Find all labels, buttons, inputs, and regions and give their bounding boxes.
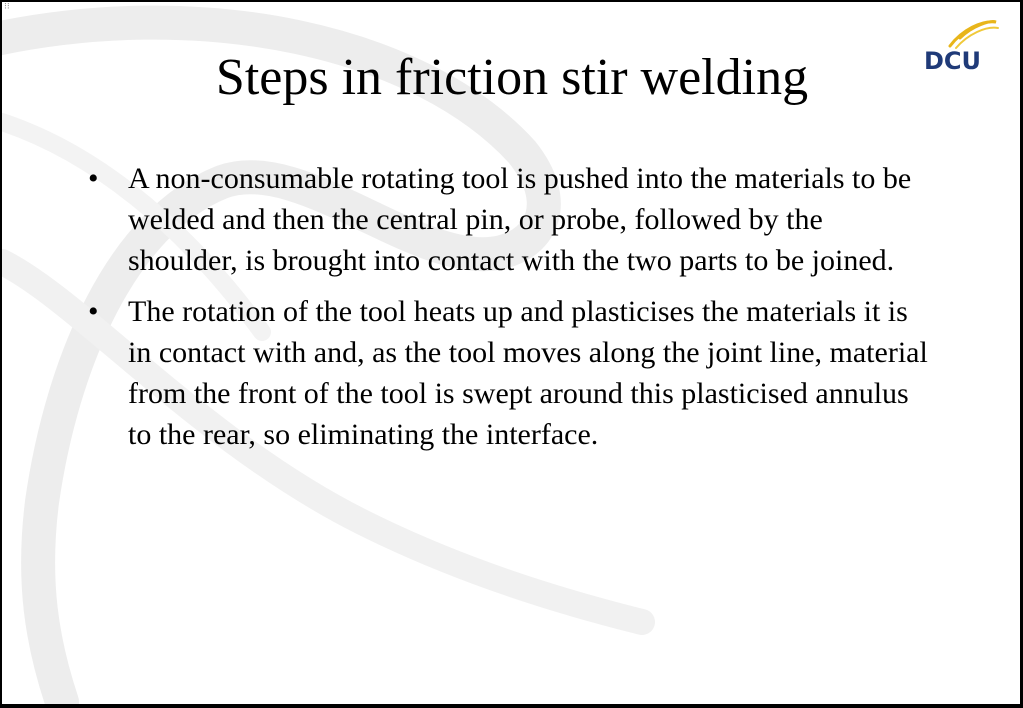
bullet-text: A non-consumable rotating tool is pushed into the materials to be welded and then the central pin, or probe, followed by the shoulder, is brought into contact with the two parts to be joined. [128, 162, 912, 277]
bullet-text: The rotation of the tool heats up and plasticises the materials it is in contact with and, as the tool moves along the joint line, material from the front of the tool is swept around this plasticised annulus to the rear, so eliminating the interface. [128, 295, 928, 451]
slide-title: Steps in friction stir welding [215, 49, 809, 106]
bullet-icon: • [88, 295, 99, 328]
bullet-item [88, 158, 928, 281]
bullet-list [88, 158, 928, 465]
logo-text: DCU [924, 47, 982, 75]
bullet-icon: • [88, 162, 99, 195]
bullet-item [88, 291, 928, 455]
corner-mark: ⁝⁝ [4, 2, 10, 12]
